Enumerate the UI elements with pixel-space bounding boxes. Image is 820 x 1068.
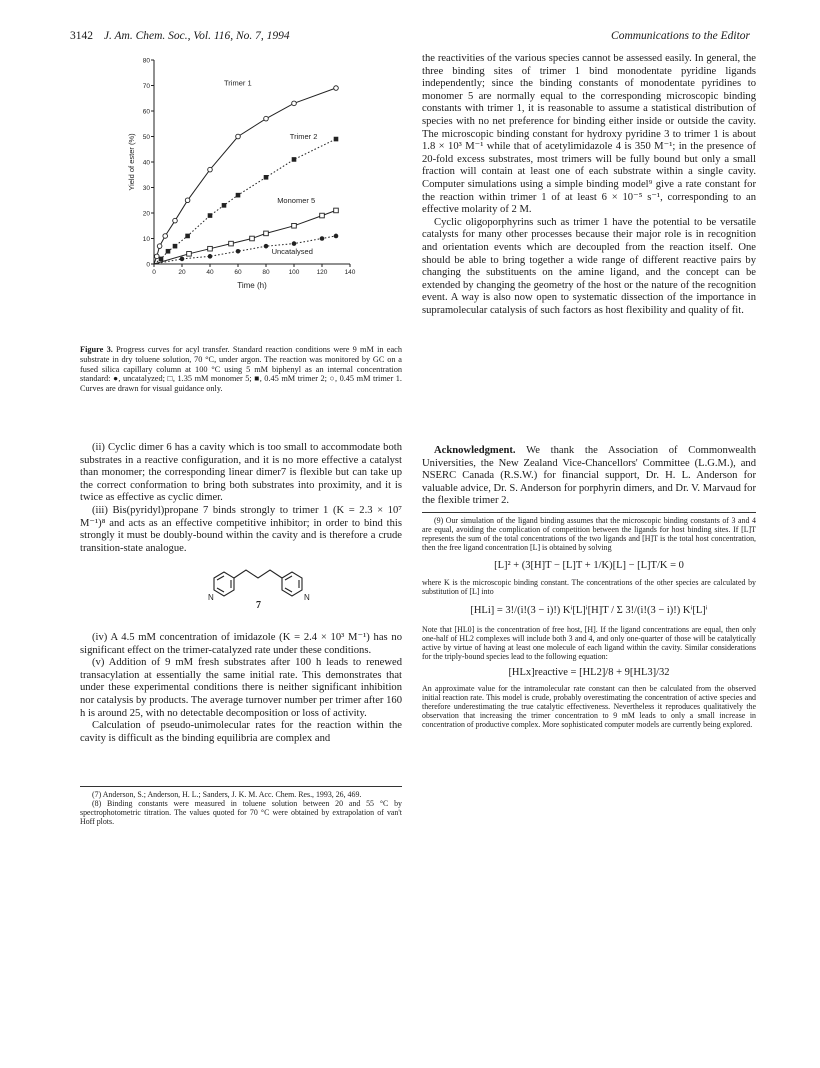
data-point: [185, 198, 190, 203]
paragraph: (iii) Bis(pyridyl)propane 7 binds strongly to trimer 1 (K = 2.3 × 10⁷ M⁻¹)⁸ and acts as an effective competitive inhibitor; in order to bind this strongly it must be doubly-bound within the cavity and is therefore a crude transition-state analogue.: [80, 504, 402, 554]
left-column-text-2: [80, 632, 402, 745]
equation-1: [L]² + (3[H]T − [L]T + 1/K)[L] − [L]T/K = 0: [494, 560, 684, 571]
x-tick-label: 100: [288, 269, 300, 276]
y-axis-label: Yield of ester (%): [127, 133, 136, 191]
x-tick-label: 60: [234, 269, 242, 276]
x-tick-label: 140: [344, 269, 356, 276]
journal-citation: J. Am. Chem. Soc., Vol. 116, No. 7, 1994: [103, 30, 290, 42]
data-point: [236, 249, 241, 254]
equation-3: [HLx]reactive = [HL2]/8 + 9[HL3]/32: [508, 667, 670, 678]
paragraph: (ii) Cyclic dimer 6 has a cavity which is too small to accommodate both substrates in a reactive configuration, and it is no more effective a catalyst than monomer; the corresponding linear dimer7 is flexible but can take up the correct conformation to bring both substrates into proximity, and it is twice as effective as cyclic dimer.: [80, 442, 402, 504]
data-point: [185, 234, 190, 239]
compound-label: 7: [256, 600, 261, 611]
paragraph: the reactivities of the various species cannot be assessed easily. In general, the three binding sites of trimer 1 bind monodentate pyridine ligands independently; since the binding constants of monodentate pyridines to monomer 5 are normally equal to the corresponding microscopic binding constants with trimer 1, it is reasonable to assume a statistical distribution of species with no net preference for binding either inside or outside the cavity. The microscopic binding constant for hydroxy pyridine 3 to trimer 1 is about 1.8 × 10³ M⁻¹ while that of acetylimidazole 4 is 350 M⁻¹; in the presence of 20-fold excess substrates, most trimers will be fully bound but only a small fraction will contain at least one of each substrate within a single cavity. Computer simulations using a simple binding model⁹ give a rate constant for the reaction within trimer 1 of at least 6 × 10⁻⁵ s⁻¹, corresponding to an effective molarity of 2 M.: [422, 53, 756, 216]
data-point: [187, 252, 192, 257]
x-tick-label: 0: [152, 269, 156, 276]
y-tick-label: 20: [142, 210, 150, 218]
right-column-text: [422, 53, 756, 317]
data-point: [334, 208, 339, 213]
data-point: [292, 223, 297, 228]
footnote-9-para-2: where K is the microscopic binding constant. The concentrations of the other species are calculated by substitution of [L] into: [422, 578, 756, 596]
figure-caption-text: Progress curves for acyl transfer. Standard reaction conditions were 9 mM in each substrate in dry toluene solution, 70 °C, under argon. The reaction was monitored by GC on a fused silica capillary column at 100 °C using 5 mM biphenyl as an internal concentration standard: ●, uncatalyzed; □, 1.35 mM monomer 5; ■, 0.45 mM trimer 2; ○, 0.45 mM trimer 1. Curves are drawn for visual guidance only.: [80, 345, 402, 394]
series-label: Trimer 1: [224, 78, 252, 88]
svg-text:N: N: [208, 593, 214, 602]
y-tick-label: 60: [142, 108, 150, 116]
data-point: [334, 86, 339, 91]
paragraph: Calculation of pseudo-unimolecular rates for the reaction within the cavity is difficult as the binding equilibria are complex and: [80, 720, 402, 744]
footnote-divider-right: [422, 512, 756, 513]
footnote-9-para-3: Note that [HL0] is the concentration of free host, [H]. If the ligand concentrations are equal, then only one-half of HL2 complexes will include both 3 and 4, and only one-quarter of those will be catalytically active by virtue of having at least one molecule of each ligand within the cavity. Similar considerations for the triply-bound species lead to the following equation:: [422, 625, 756, 661]
y-tick-label: 50: [142, 134, 150, 141]
footnote: (7) Anderson, S.; Anderson, H. L.; Sanders, J. K. M. Acc. Chem. Res., 1993, 26, 469.: [92, 790, 362, 799]
acknowledgment-label: Acknowledgment.: [434, 445, 516, 456]
series-line: [154, 88, 336, 264]
data-point: [264, 116, 269, 121]
data-point: [173, 244, 178, 249]
data-point: [320, 236, 325, 241]
data-point: [236, 134, 241, 139]
footnote: (8) Binding constants were measured in toluene solution between 20 and 55 °C by spectrophotometric titration. The values quoted for 70 °C were obtained by extrapolation of van't Hoff plots.: [80, 799, 402, 826]
x-tick-label: 20: [178, 269, 186, 276]
equation-2: [HLi] = 3!/(i!(3 − i)!) Kⁱ[L]ⁱ[H]T / Σ 3!/(i!(3 − i)!) Kⁱ[L]ⁱ: [470, 605, 708, 616]
y-tick-label: 40: [142, 159, 150, 167]
figure-caption: [80, 345, 402, 394]
series-label: Monomer 5: [277, 195, 316, 205]
data-point: [229, 241, 234, 246]
data-point: [250, 236, 255, 241]
data-point: [264, 244, 269, 249]
data-point: [292, 241, 297, 246]
y-tick-label: 80: [142, 57, 150, 65]
data-point: [208, 167, 213, 172]
figure-label: Figure 3.: [80, 345, 113, 354]
x-tick-label: 40: [206, 269, 214, 276]
x-tick-label: 120: [316, 269, 328, 276]
data-point: [155, 254, 160, 259]
data-point: [236, 193, 241, 198]
y-tick-label: 30: [142, 185, 150, 192]
data-point: [292, 101, 297, 106]
data-point: [264, 231, 269, 236]
footnote-9-para-1: (9) Our simulation of the ligand binding assumes that the microscopic binding constants of 3 and 4 are equal, avoiding the complication of competition between the ligands for host binding sites. If [L]T represents the sum of the total concentrations of the two ligands and [H]T is the total host concentration, then the free ligand concentration [L] is obtained by solving: [422, 516, 756, 552]
data-point: [157, 244, 162, 249]
x-axis-label: Time (h): [237, 281, 267, 290]
data-point: [208, 254, 213, 259]
data-point: [208, 246, 213, 251]
compound-7-structure: [200, 556, 320, 612]
paragraph: Cyclic oligoporphyrins such as trimer 1 have the potential to be versatile catalysts for many other processes because their major role is in recognition and orientation events which are decoupled from the reaction itself. One should be able to bring together a wide range of different reactive pairs by changing the substituents on the amine ligand, and the concept can be extended by changing the geometry of the host or the nature of the recognition event. A way is also now open to systematic dissection of the importance in supramolecular catalysis of such factors as host flexibility and quality of fit.: [422, 216, 756, 316]
y-tick-label: 70: [142, 83, 150, 90]
chart-plot-area: [127, 58, 356, 291]
footnote-9: [422, 516, 756, 729]
series-label: Uncatalysed: [271, 246, 313, 256]
x-tick-label: 80: [262, 269, 270, 276]
section-title: Communications to the Editor: [611, 30, 750, 42]
paragraph: (iv) A 4.5 mM concentration of imidazole (K = 2.4 × 10³ M⁻¹) has no significant effect on the trimer-catalyzed rate under these conditions.: [80, 632, 402, 656]
footnote-divider: [80, 786, 402, 787]
data-point: [292, 157, 297, 162]
acknowledgment-text: We thank the Association of Commonwealth Universities, the New Zealand Vice-Chancellors' Committee (L.G.M.), and NSERC Canada (R.S.W.) for financial support, Dr. H. L. Anderson for valuable advice, Dr. S. Anderson for porphyrin dimers, and Dr. V. Marvaud for the flexible trimer 2.: [422, 445, 756, 507]
progress-chart: [82, 52, 382, 342]
paragraph: (v) Addition of 9 mM fresh substrates after 100 h leads to renewed transacylation at essentially the same initial rate. This demonstrates that under these experimental conditions there is neither significant inhibition nor catalysis by products. The average turnover number per trimer after 160 h is around 25, with no detectable decomposition or loss of activity.: [80, 657, 402, 719]
acknowledgment: [422, 445, 756, 508]
svg-text:N: N: [304, 593, 310, 602]
y-tick-label: 0: [146, 261, 150, 269]
data-point: [208, 213, 213, 218]
footnote-9-para-4: An approximate value for the intramolecular rate constant can then be calculated from the observed initial reaction rate. This model is crude, probably overestimating the concentration of active species and therefore underestimating the true catalytic effectiveness. Nevertheless it reproduces qualitatively the observation that increasing the trimer concentration to 9 mM leads to only a small increase in concentration of productive complex. More sophisticated computer models are currently being explored.: [422, 684, 756, 729]
data-point: [173, 218, 178, 223]
data-point: [334, 234, 339, 239]
data-point: [159, 257, 164, 262]
page-number: 3142: [70, 30, 93, 42]
data-point: [320, 213, 325, 218]
left-footnotes: [80, 790, 402, 826]
running-header-left: [70, 30, 290, 42]
propane-linker: [234, 570, 282, 578]
data-point: [334, 137, 339, 142]
series-line: [154, 210, 336, 264]
data-point: [264, 175, 269, 180]
data-point: [166, 249, 171, 254]
left-column-text: [80, 442, 402, 555]
data-point: [222, 203, 227, 208]
data-point: [180, 257, 185, 262]
data-point: [163, 234, 168, 239]
y-tick-label: 10: [142, 236, 150, 243]
series-label: Trimer 2: [289, 132, 318, 142]
